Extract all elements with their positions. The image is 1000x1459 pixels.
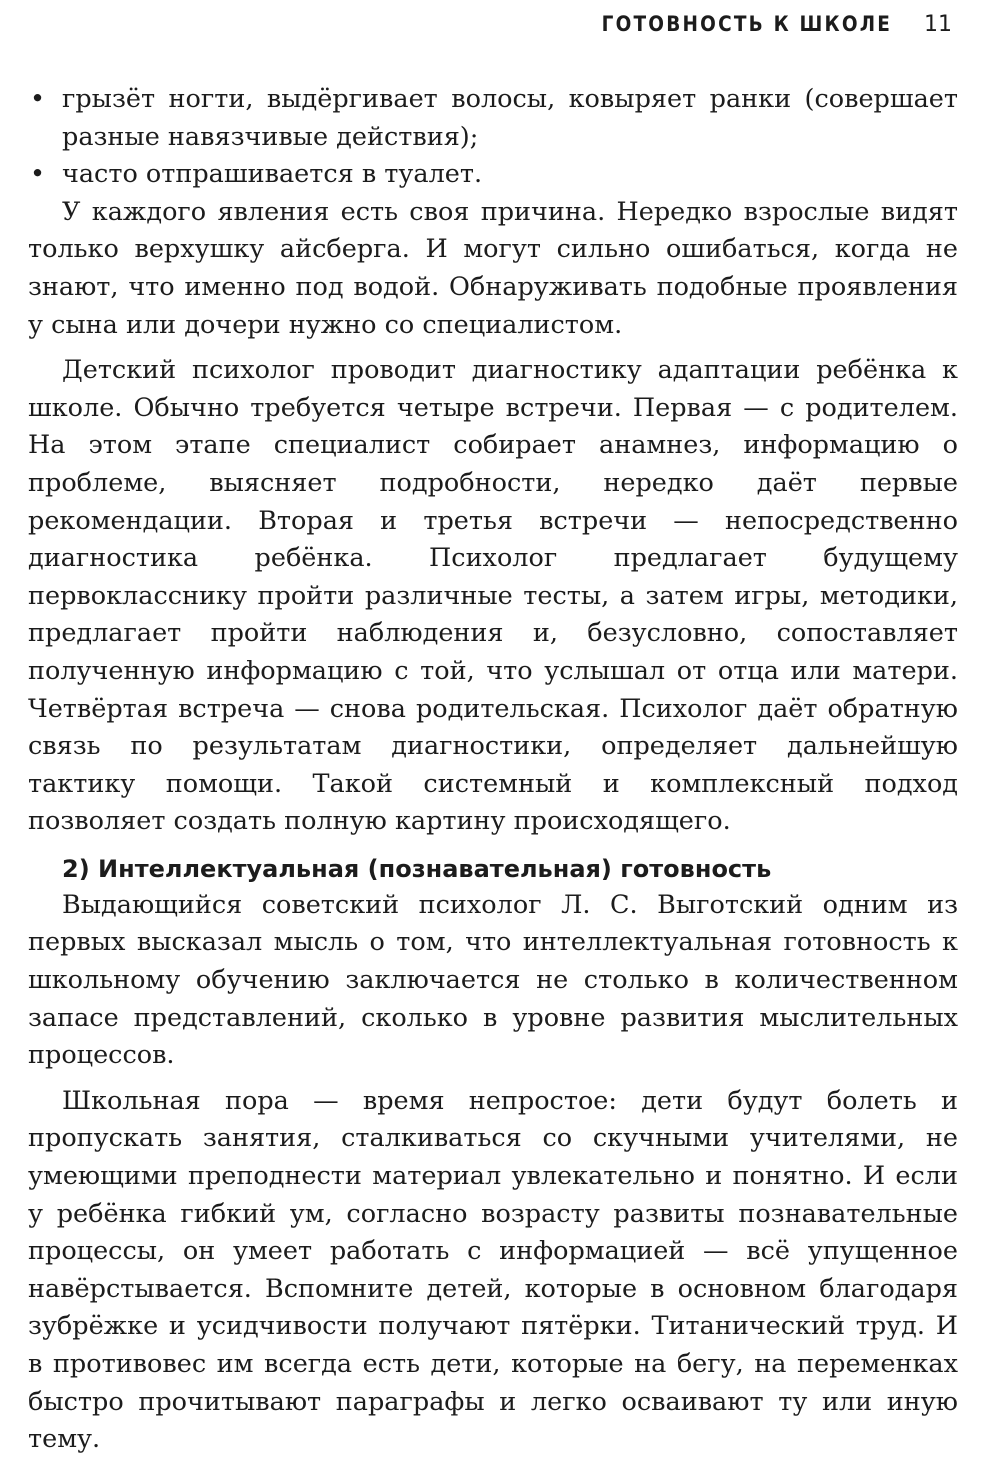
running-title: ГОТОВНОСТЬ К ШКОЛЕ (601, 12, 892, 36)
bullet-icon: • (30, 84, 46, 114)
page-number: 11 (924, 12, 952, 37)
page-body (28, 81, 958, 1459)
paragraph: Школьная пора — время непростое: дети будут болеть и пропускать занятия, сталкиваться со скучными учителями, не умеющими преподнести материал увлекательно и понятно. И если у ребёнка гибкий ум, согласно возрасту развиты познавательные процессы, он умеет работать с информацией — всё упущенное навёрстывается. Вспомните детей, которые в основном благодаря зубрёжке и усидчивости получают пятёрки. Титанический труд. И в противовес им всегда есть дети, которые на бегу, на переменках быстро прочитывают параграфы и легко осваивают ту или иную тему. (28, 1085, 958, 1455)
symptom-list (28, 81, 958, 194)
paragraph: Детский психолог проводит диагностику адаптации ребёнка к школе. Обычно требуется четыре встречи. Первая — с родителем. На этом этапе специалист собирает анамнез, информацию о проблеме, выясняет подробности, нередко даёт первые рекомендации. Вторая и третья встречи — непосредственно диагностика ребёнка. Психолог предлагает будущему первокласснику пройти различные тесты, а затем игры, методики, предлагает пройти наблюдения и, безусловно, сопоставляет полученную информацию с той, что услышал от отца или матери. Четвёртая встреча — снова родительская. Психолог даёт обратную связь по результатам диагностики, определяет дальнейшую тактику помощи. Такой системный и комплексный подход позволяет создать полную картину происходящего. (28, 355, 958, 837)
list-item-text: грызёт ногти, выдёргивает волосы, ковыряет ранки (совершает разные навязчивые действия); (62, 84, 958, 152)
list-item-text: часто отпрашивается в туалет. (62, 159, 483, 190)
list-item (28, 156, 958, 194)
bullet-icon: • (30, 159, 46, 190)
section-heading: 2) Интеллектуальная (познавательная) готовность (62, 854, 772, 883)
list-item (28, 81, 958, 156)
running-header (562, 12, 952, 37)
paragraph: У каждого явления есть своя причина. Нередко взрослые видят только верхушку айсберга. И могут сильно ошибаться, когда не знают, что именно под водой. Обнаруживать подобные проявления у сына или дочери нужно со специалистом. (28, 196, 958, 340)
paragraph: Выдающийся советский психолог Л. С. Выготский одним из первых высказал мысль о том, что интеллектуальная готовность к школьному обучению заключается не столько в количественном запасе представлений, сколько в уровне развития мыслительных процессов. (28, 889, 958, 1071)
